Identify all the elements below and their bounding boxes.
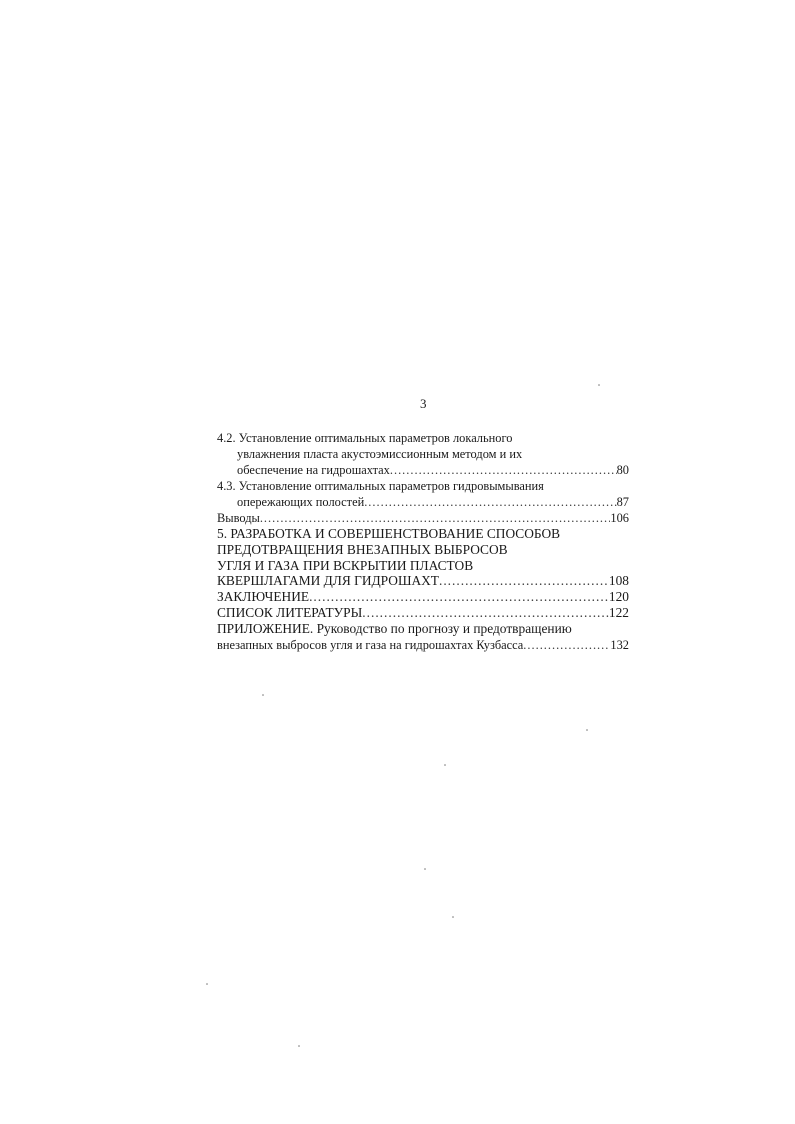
leader-dots (364, 494, 616, 510)
toc-entry-appendix-line-1: ПРИЛОЖЕНИЕ. Руководство по прогнозу и предотвращению (217, 620, 572, 636)
toc-entry-appendix-line-2 (217, 637, 629, 653)
toc-entry-references-text: СПИСОК ЛИТЕРАТУРЫ (217, 604, 363, 620)
toc-entry-4-3-line-1: 4.3. Установление оптимальных параметров гидровымывания (217, 479, 544, 493)
toc-entry-4-2-line-2: увлажнения пласта акустоэмиссионным методом и их (237, 447, 523, 461)
toc-entry-4-3 (217, 478, 629, 510)
toc-entry-4-2-line-1: 4.2. Установление оптимальных параметров локального (217, 431, 513, 445)
scan-speck (452, 916, 454, 918)
toc-entry-chapter-5 (217, 526, 629, 589)
scan-speck (262, 694, 264, 696)
table-of-contents (217, 430, 629, 653)
toc-entry-appendix-page: 132 (610, 637, 629, 652)
toc-entry-4-3-line-2 (217, 494, 629, 510)
scan-speck (598, 384, 600, 386)
toc-entry-4-2-page: 80 (616, 463, 629, 477)
toc-entry-chapter-5-line-4 (217, 573, 629, 589)
toc-entry-conclusion (217, 589, 629, 605)
toc-entry-4-2-line-3 (217, 462, 629, 478)
toc-entry-chapter-5-text: КВЕРШЛАГАМИ ДЛЯ ГИДРОШАХТ (217, 573, 439, 589)
toc-entry-vyvody-text: Выводы (217, 511, 260, 525)
toc-entry-chapter-5-line-3: УГЛЯ И ГАЗА ПРИ ВСКРЫТИИ ПЛАСТОВ (217, 557, 474, 573)
toc-entry-chapter-5-page: 108 (608, 573, 629, 589)
page-number: 3 (420, 396, 427, 411)
toc-entry-vyvody-page: 106 (610, 511, 629, 525)
toc-entry-appendix-text: внезапных выбросов угля и газа на гидрошахтах Кузбасса (217, 637, 524, 652)
toc-entry-4-3-text: опережающих полостей (237, 495, 365, 509)
toc-entry-4-2 (217, 430, 629, 478)
scan-speck (586, 729, 588, 731)
leader-dots (523, 637, 610, 653)
toc-entry-conclusion-page: 120 (608, 589, 629, 605)
scan-speck (444, 764, 446, 766)
toc-entry-references (217, 605, 629, 621)
scan-speck (424, 868, 426, 870)
toc-entry-references-page: 122 (608, 604, 629, 620)
toc-entry-chapter-5-line-1: 5. РАЗРАБОТКА И СОВЕРШЕНСТВОВАНИЕ СПОСОБОВ (217, 526, 561, 541)
leader-dots (309, 589, 609, 605)
leader-dots (260, 510, 611, 526)
leader-dots (439, 573, 609, 589)
toc-entry-4-2-text: обеспечение на гидрошахтах (237, 463, 390, 477)
scan-speck (206, 983, 208, 985)
toc-entry-vyvody (217, 510, 629, 526)
toc-entry-4-3-page: 87 (616, 495, 629, 509)
toc-entry-conclusion-text: ЗАКЛЮЧЕНИЕ (217, 589, 310, 605)
toc-entry-appendix (217, 621, 629, 653)
scan-speck (298, 1045, 300, 1047)
toc-entry-chapter-5-line-2: ПРЕДОТВРАЩЕНИЯ ВНЕЗАПНЫХ ВЫБРОСОВ (217, 541, 508, 557)
leader-dots (362, 605, 609, 621)
leader-dots (390, 462, 617, 478)
